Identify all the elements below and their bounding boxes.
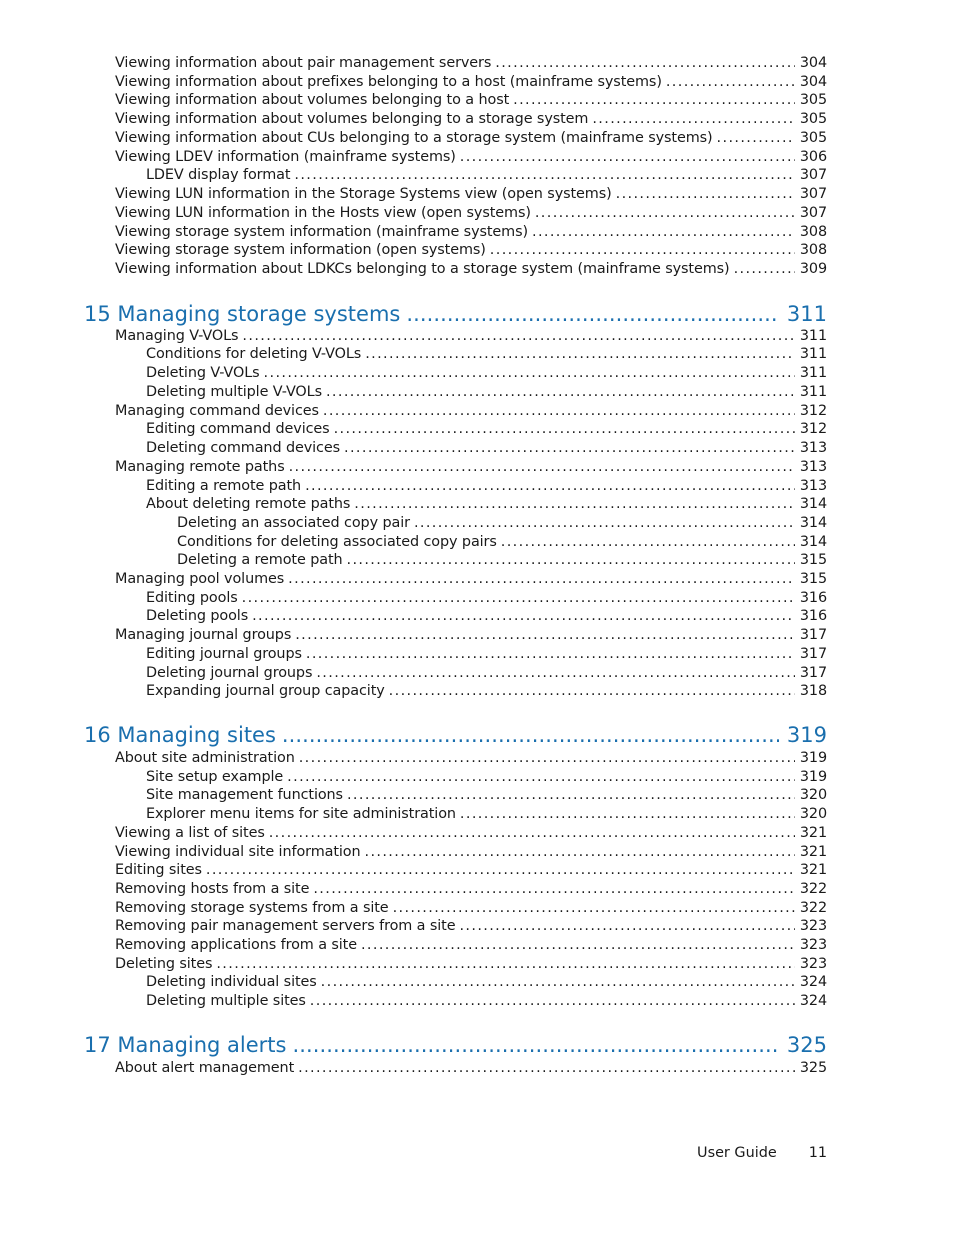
chapter-title: 17 Managing alerts: [84, 1033, 287, 1057]
toc-entry-page: 316: [799, 608, 827, 624]
toc-entry-page: 323: [799, 956, 827, 972]
dot-leader: [313, 880, 794, 899]
toc-entry[interactable]: [146, 768, 827, 787]
toc-entry-page: 324: [799, 974, 827, 990]
dot-leader: [326, 383, 795, 402]
dot-leader: [292, 1031, 778, 1059]
toc-entry-page: 309: [799, 261, 827, 277]
toc-entry[interactable]: [115, 899, 827, 918]
dot-leader: [389, 682, 795, 701]
toc-entry-label: Viewing LUN information in the Hosts view (open systems): [115, 205, 531, 221]
toc-entry-label: Viewing information about volumes belonging to a storage system: [115, 111, 589, 127]
toc-entry-page: 306: [799, 149, 827, 165]
toc-entry-label: Deleting journal groups: [146, 665, 313, 681]
toc-entry[interactable]: [115, 824, 827, 843]
toc-entry-page: 311: [799, 365, 827, 381]
toc-entry-page: 307: [799, 205, 827, 221]
toc-entry-label: Editing pools: [146, 590, 238, 606]
dot-leader: [282, 721, 779, 749]
toc-entry[interactable]: [115, 955, 827, 974]
toc-entry-label: Managing V-VOLs: [115, 328, 239, 344]
page-footer: [697, 1144, 827, 1163]
toc-entry-label: Removing hosts from a site: [115, 881, 310, 897]
toc-entry[interactable]: [146, 786, 827, 805]
toc-entry[interactable]: [177, 551, 827, 570]
toc-entry[interactable]: [146, 420, 827, 439]
toc-entry-label: Site setup example: [146, 769, 284, 785]
toc-entry-page: 313: [799, 440, 827, 456]
toc-entry-page: 317: [799, 665, 827, 681]
dot-leader: [459, 917, 794, 936]
toc-entry[interactable]: [115, 458, 827, 477]
dot-leader: [306, 645, 795, 664]
toc-entry-page: 305: [799, 92, 827, 108]
dot-leader: [289, 458, 795, 477]
dot-leader: [298, 1059, 795, 1078]
chapter-title: 16 Managing sites: [84, 723, 276, 747]
toc-entry[interactable]: [146, 439, 827, 458]
toc-entry-page: 324: [799, 993, 827, 1009]
toc-entry-label: Deleting an associated copy pair: [177, 515, 410, 531]
toc-entry-page: 322: [799, 881, 827, 897]
toc-entry-page: 315: [799, 552, 827, 568]
dot-leader: [294, 166, 794, 185]
toc-entry-label: Deleting V-VOLs: [146, 365, 260, 381]
toc-entry[interactable]: [115, 626, 827, 645]
toc-entry-page: 325: [799, 1060, 827, 1076]
dot-leader: [501, 533, 795, 552]
toc-entry[interactable]: [115, 241, 827, 260]
toc-entry[interactable]: [115, 880, 827, 899]
toc-entry-label: Deleting individual sites: [146, 974, 317, 990]
dot-leader: [264, 364, 795, 383]
toc-entry-label: About deleting remote paths: [146, 496, 351, 512]
dot-leader: [406, 300, 779, 328]
toc-entry[interactable]: [146, 589, 827, 608]
chapter-page: 311: [786, 302, 827, 326]
toc-entry[interactable]: [115, 861, 827, 880]
toc-entry-label: Viewing information about pair management servers: [115, 55, 492, 71]
toc-entry-label: Viewing information about CUs belonging to a storage system (mainframe systems): [115, 130, 713, 146]
toc-entry-label: Viewing information about volumes belonging to a host: [115, 92, 510, 108]
dot-leader: [347, 786, 795, 805]
dot-leader: [242, 589, 795, 608]
toc-entry[interactable]: [177, 533, 827, 552]
toc-entry-label: Viewing storage system information (mainframe systems): [115, 224, 529, 240]
toc-entry-label: Viewing information about LDKCs belonging to a storage system (mainframe systems): [115, 261, 730, 277]
dot-leader: [323, 402, 795, 421]
toc-entry[interactable]: [115, 936, 827, 955]
toc-entry-label: About alert management: [115, 1060, 295, 1076]
toc-entry-page: 313: [799, 459, 827, 475]
toc-entry-label: Editing sites: [115, 862, 202, 878]
toc-entry-page: 304: [799, 74, 827, 90]
toc-entry-label: Conditions for deleting associated copy pairs: [177, 534, 497, 550]
dot-leader: [347, 551, 795, 570]
toc-entry-page: 318: [799, 683, 827, 699]
toc-entry-label: Deleting command devices: [146, 440, 341, 456]
toc-entry-label: Managing command devices: [115, 403, 319, 419]
toc-entry-page: 312: [799, 421, 827, 437]
dot-leader: [393, 899, 795, 918]
toc-entry-label: Removing pair management servers from a site: [115, 918, 456, 934]
footer-page-number: 11: [808, 1145, 827, 1161]
toc-entry-label: Editing a remote path: [146, 478, 302, 494]
toc-entry-page: 311: [799, 328, 827, 344]
dot-leader: [513, 91, 795, 110]
toc-entry[interactable]: [115, 73, 827, 92]
toc-entry[interactable]: [146, 364, 827, 383]
dot-leader: [299, 749, 795, 768]
toc-entry[interactable]: [115, 843, 827, 862]
toc-entry[interactable]: [115, 260, 827, 279]
toc-entry-page: 319: [799, 769, 827, 785]
toc-entry-page: 314: [799, 534, 827, 550]
toc-entry[interactable]: [146, 973, 827, 992]
dot-leader: [490, 241, 795, 260]
toc-entry-page: 311: [799, 346, 827, 362]
toc-entry-label: Deleting a remote path: [177, 552, 343, 568]
dot-leader: [535, 204, 795, 223]
toc-entry-page: 313: [799, 478, 827, 494]
toc-entry-page: 320: [799, 806, 827, 822]
toc-entry-label: Viewing individual site information: [115, 844, 361, 860]
toc-entry-label: Editing journal groups: [146, 646, 302, 662]
toc-entry[interactable]: [146, 992, 827, 1011]
dot-leader: [460, 148, 795, 167]
toc-entry-label: Editing command devices: [146, 421, 330, 437]
toc-chapter-heading[interactable]: [84, 721, 827, 749]
dot-leader: [310, 992, 795, 1011]
toc-entry[interactable]: [146, 607, 827, 626]
dot-leader: [334, 420, 795, 439]
dot-leader: [354, 495, 795, 514]
toc-entry-label: Conditions for deleting V-VOLs: [146, 346, 362, 362]
toc-entry[interactable]: [115, 917, 827, 936]
toc-entry-label: Managing remote paths: [115, 459, 285, 475]
dot-leader: [666, 73, 795, 92]
toc-entry-page: 321: [799, 825, 827, 841]
toc-chapter-heading[interactable]: [84, 1031, 827, 1059]
toc-entry-page: 314: [799, 515, 827, 531]
toc-entry-label: Deleting sites: [115, 956, 213, 972]
toc-entry[interactable]: [115, 91, 827, 110]
dot-leader: [717, 129, 795, 148]
dot-leader: [288, 570, 795, 589]
toc-entry-page: 314: [799, 496, 827, 512]
toc-entry-label: LDEV display format: [146, 167, 291, 183]
chapter-page: 325: [786, 1033, 827, 1057]
toc-entry[interactable]: [146, 166, 827, 185]
toc-entry-page: 304: [799, 55, 827, 71]
toc-entry-page: 321: [799, 844, 827, 860]
toc-entry-label: Viewing LUN information in the Storage Systems view (open systems): [115, 186, 612, 202]
dot-leader: [242, 327, 794, 346]
footer-doc-title: User Guide: [697, 1145, 777, 1161]
toc-entry[interactable]: [115, 570, 827, 589]
toc-entry-label: Managing journal groups: [115, 627, 292, 643]
dot-leader: [269, 824, 795, 843]
toc-entry-page: 323: [799, 937, 827, 953]
dot-leader: [460, 805, 795, 824]
toc-entry-page: 308: [799, 242, 827, 258]
toc-entry-label: Removing storage systems from a site: [115, 900, 389, 916]
toc-entry[interactable]: [115, 402, 827, 421]
toc-entry-page: 305: [799, 111, 827, 127]
toc-entry-page: 307: [799, 167, 827, 183]
dot-leader: [734, 260, 795, 279]
toc-entry-label: Viewing information about prefixes belonging to a host (mainframe systems): [115, 74, 662, 90]
toc-entry-page: 308: [799, 224, 827, 240]
toc-entry[interactable]: [146, 383, 827, 402]
toc-entry-label: About site administration: [115, 750, 295, 766]
toc-entry-label: Expanding journal group capacity: [146, 683, 385, 699]
toc-entry-label: Deleting multiple sites: [146, 993, 306, 1009]
toc-entry[interactable]: [115, 185, 827, 204]
dot-leader: [361, 936, 795, 955]
toc-entry-label: Explorer menu items for site administration: [146, 806, 456, 822]
toc-entry-page: 315: [799, 571, 827, 587]
toc-entry-page: 319: [799, 750, 827, 766]
chapter-page: 319: [786, 723, 827, 747]
toc-entry[interactable]: [115, 148, 827, 167]
toc-entry-page: 321: [799, 862, 827, 878]
toc-entry-page: 307: [799, 186, 827, 202]
dot-leader: [365, 345, 795, 364]
toc-entry[interactable]: [146, 477, 827, 496]
dot-leader: [414, 514, 795, 533]
toc-entry[interactable]: [115, 54, 827, 73]
dot-leader: [365, 843, 795, 862]
dot-leader: [295, 626, 795, 645]
toc-entry[interactable]: [115, 110, 827, 129]
toc-entry[interactable]: [146, 345, 827, 364]
toc-entry[interactable]: [115, 223, 827, 242]
toc-entry[interactable]: [115, 749, 827, 768]
dot-leader: [344, 439, 795, 458]
toc-entry[interactable]: [115, 327, 827, 346]
toc-entry-label: Deleting pools: [146, 608, 249, 624]
dot-leader: [252, 607, 795, 626]
toc-entry-label: Managing pool volumes: [115, 571, 285, 587]
dot-leader: [495, 54, 795, 73]
toc-entry[interactable]: [146, 664, 827, 683]
toc-entry[interactable]: [146, 495, 827, 514]
toc-entry[interactable]: [177, 514, 827, 533]
dot-leader: [316, 664, 794, 683]
toc-entry-page: 311: [799, 384, 827, 400]
dot-leader: [321, 973, 795, 992]
toc-entry-page: 323: [799, 918, 827, 934]
dot-leader: [592, 110, 794, 129]
toc-entry[interactable]: [146, 645, 827, 664]
toc-entry-label: Site management functions: [146, 787, 343, 803]
toc-entry-label: Viewing a list of sites: [115, 825, 265, 841]
toc-entry[interactable]: [115, 129, 827, 148]
toc-entry-page: 322: [799, 900, 827, 916]
dot-leader: [532, 223, 795, 242]
toc-entry-label: Viewing storage system information (open systems): [115, 242, 486, 258]
chapter-title: 15 Managing storage systems: [84, 302, 401, 326]
dot-leader: [206, 861, 795, 880]
dot-leader: [305, 477, 795, 496]
toc-chapter-heading[interactable]: [84, 300, 827, 328]
toc-entry[interactable]: [146, 805, 827, 824]
dot-leader: [287, 768, 795, 787]
toc-entry-page: 305: [799, 130, 827, 146]
toc-entry[interactable]: [146, 682, 827, 701]
dot-leader: [216, 955, 794, 974]
toc-entry-page: 317: [799, 627, 827, 643]
toc-entry[interactable]: [115, 1059, 827, 1078]
toc-entry[interactable]: [115, 204, 827, 223]
toc-entry-page: 317: [799, 646, 827, 662]
toc-entry-page: 312: [799, 403, 827, 419]
toc-entry-label: Deleting multiple V-VOLs: [146, 384, 322, 400]
toc-entry-label: Viewing LDEV information (mainframe systems): [115, 149, 456, 165]
toc-entry-label: Removing applications from a site: [115, 937, 357, 953]
toc-entry-page: 320: [799, 787, 827, 803]
toc-entry-page: 316: [799, 590, 827, 606]
dot-leader: [616, 185, 795, 204]
